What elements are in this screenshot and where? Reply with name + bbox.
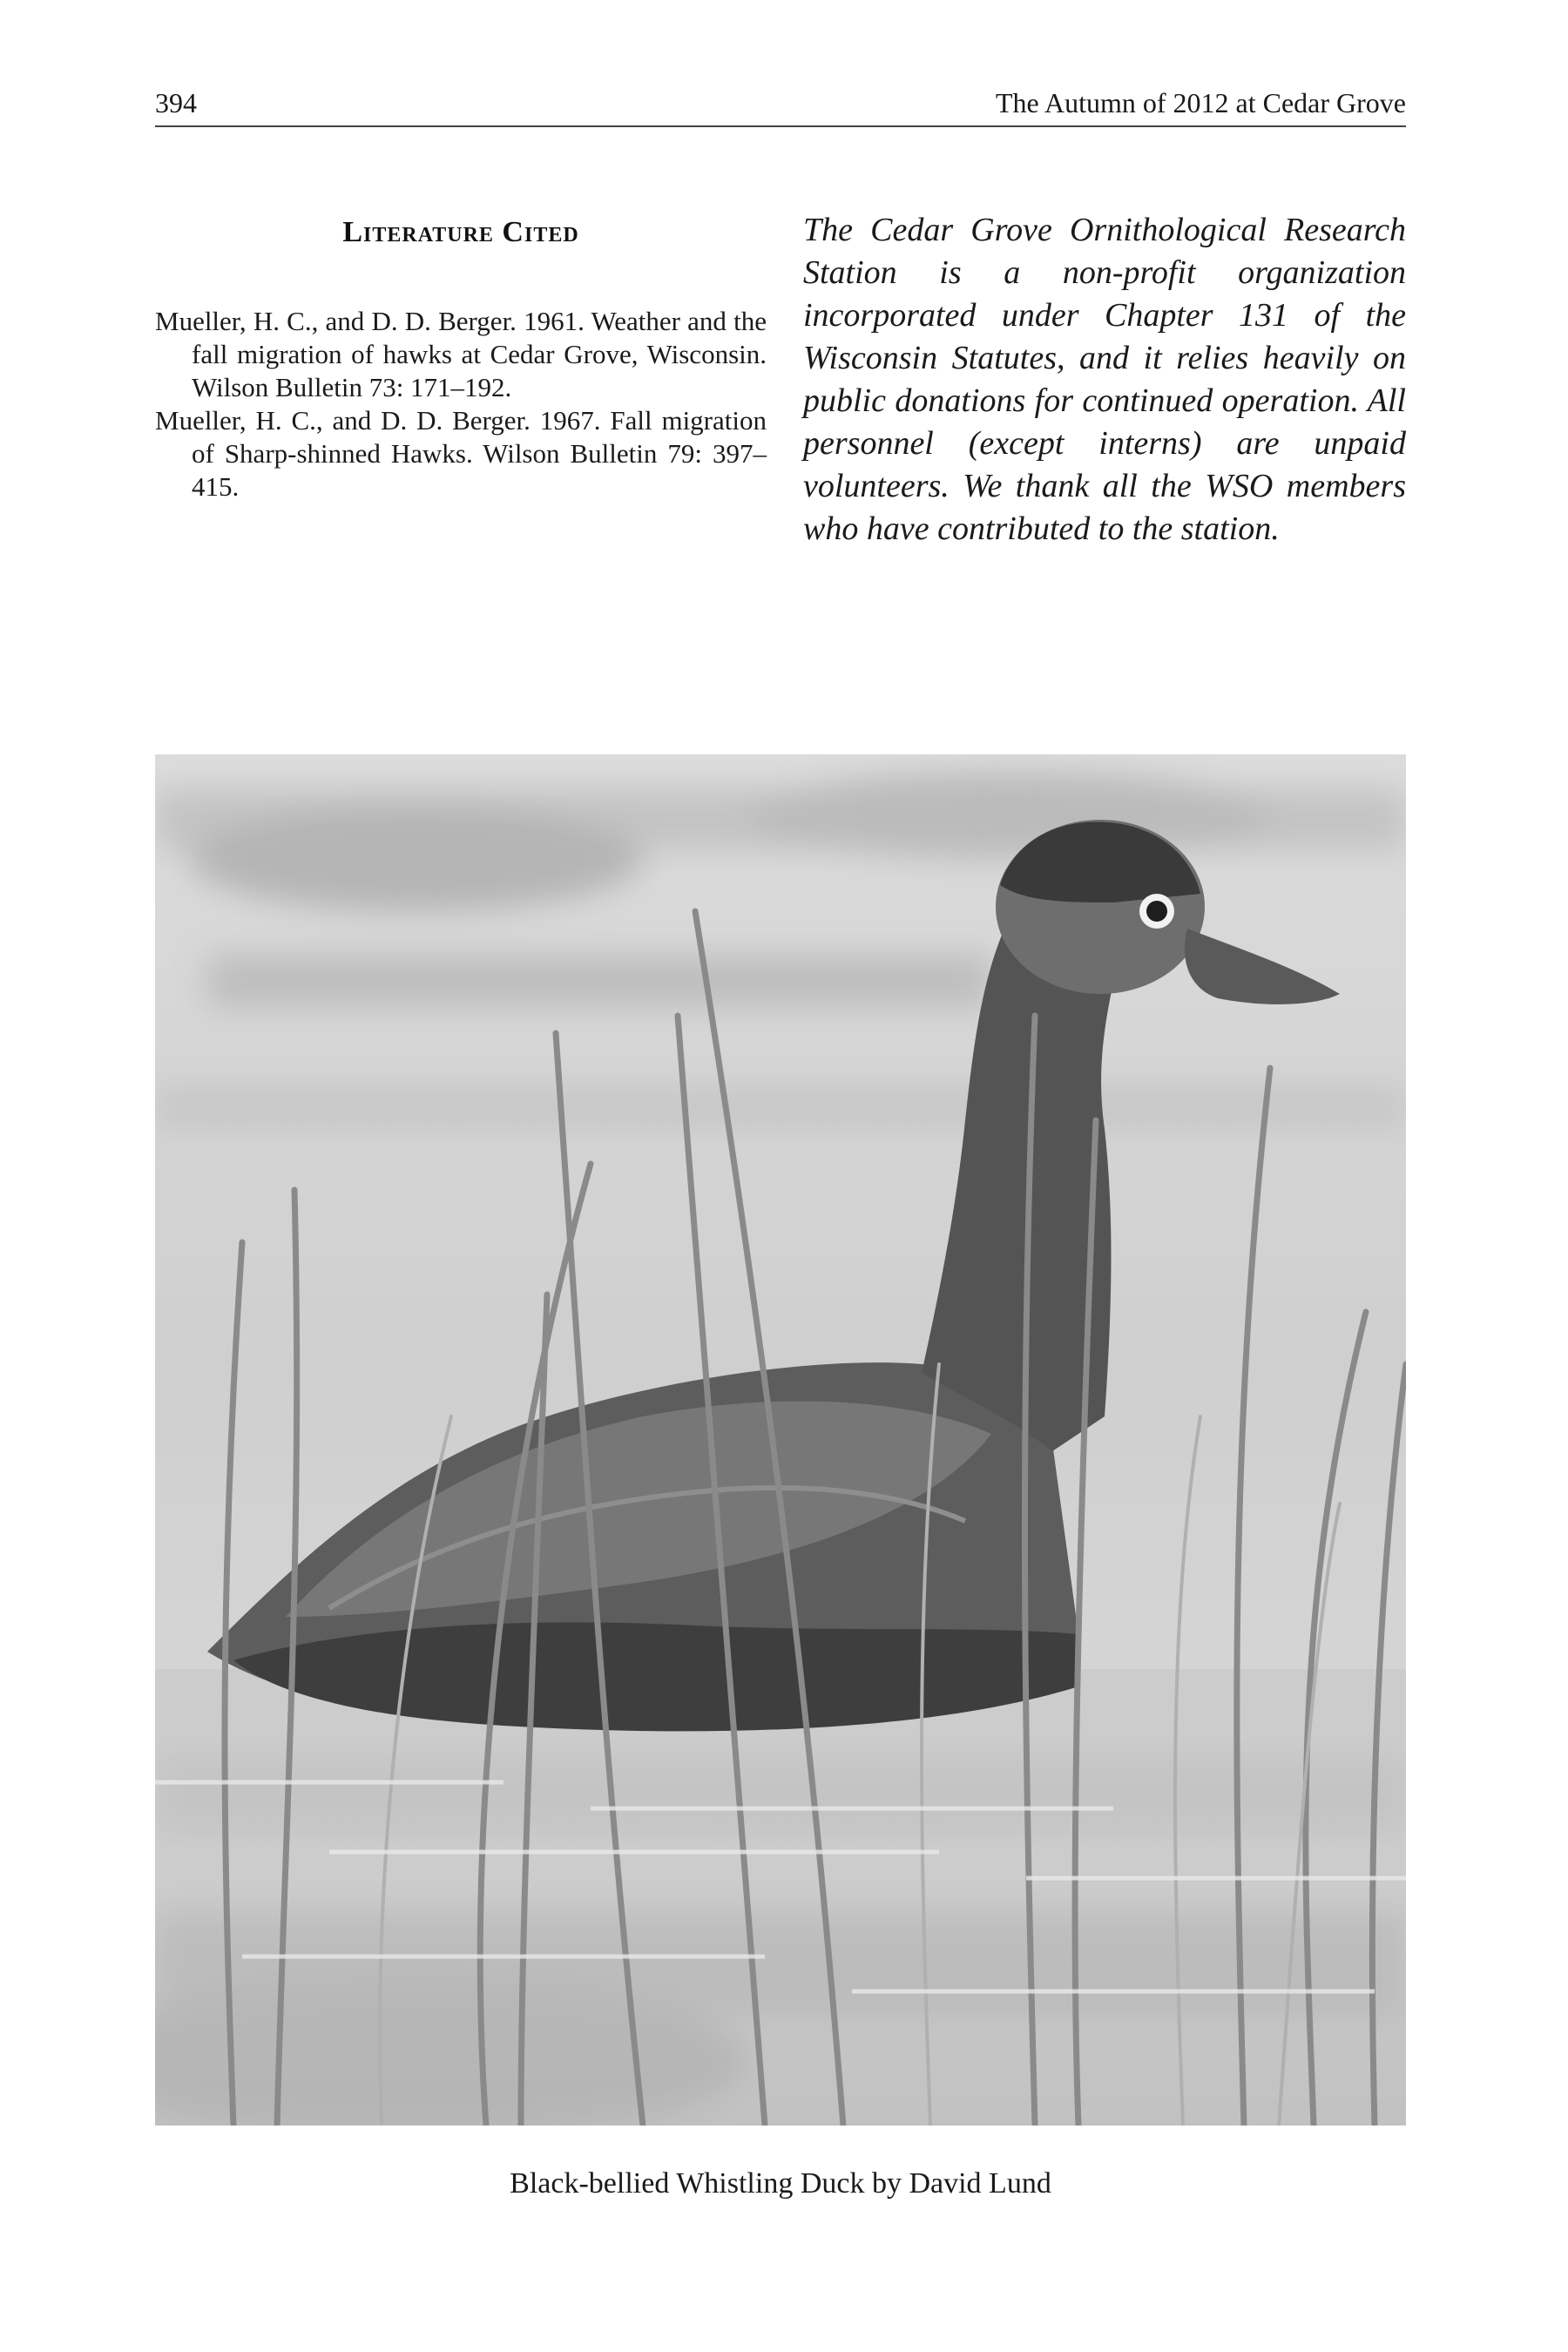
- reference-entry: Mueller, H. C., and D. D. Berger. 1967. Fall migration of Sharp-shinned Hawks. Wilson Bulletin 79: 397–415.: [155, 405, 767, 502]
- duck-photo-illustration: [155, 754, 1406, 2126]
- running-header: [155, 87, 1406, 127]
- page-number: 394: [155, 87, 197, 118]
- section-heading: Literature Cited: [342, 216, 579, 248]
- reference-entry: Mueller, H. C., and D. D. Berger. 1961. Weather and the fall migration of hawks at Cedar Grove, Wisconsin. Wilson Bulletin 73: 171–192.: [155, 306, 767, 402]
- literature-cited-section: [155, 216, 767, 504]
- station-note: The Cedar Grove Ornithological Research Station is a non-profit organization incorporated under Chapter 131 of the Wisconsin Statutes, and it relies heavily on public donations for continued operation. All personnel (except interns) are unpaid volunteers. We thank all the WSO members who have contributed to the station.: [803, 212, 1406, 547]
- photo-caption: Black-bellied Whistling Duck by David Lund: [510, 2167, 1051, 2200]
- duck-photo: [155, 754, 1406, 2126]
- running-title: The Autumn of 2012 at Cedar Grove: [996, 87, 1406, 118]
